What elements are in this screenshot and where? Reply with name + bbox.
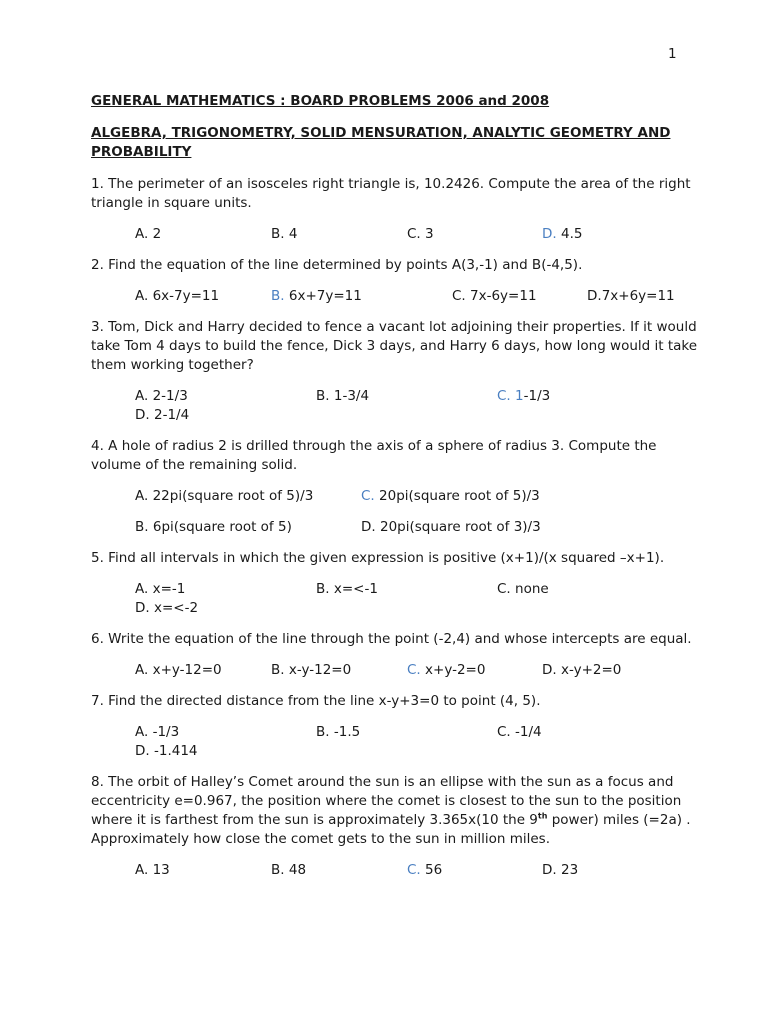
option-c-answer: C. 1-1/3 <box>497 388 551 404</box>
option-a: A. 13 <box>135 862 170 878</box>
question-1-text: 1. The perimeter of an isosceles right triangle is, 10.2426. Compute the area of the right triangle in square units. <box>91 176 691 211</box>
question-4-options-row-1 <box>91 487 701 506</box>
question-8-text: 8. The orbit of Halley’s Comet around the sun is an ellipse with the sun as a focus and eccentricity e=0.967, the position where the comet is closest to the sun to the position where it is farthest from the sun is approximately 3.365x(10 the 9th power) miles (=2a) . Approximately how close the comet gets to the sun in million miles. <box>91 774 691 847</box>
option-c-answer: C. 20pi(square root of 5)/3 <box>361 488 540 504</box>
question-5-options <box>91 580 701 618</box>
option-d-answer: D. 4.5 <box>542 226 583 242</box>
document-subtitle: ALGEBRA, TRIGONOMETRY, SOLID MENSURATION, ANALYTIC GEOMETRY AND PROBABILITY <box>91 125 671 160</box>
option-b-answer: B. 6x+7y=11 <box>271 288 362 304</box>
option-a: A. 6x-7y=11 <box>135 288 220 304</box>
document-body <box>91 92 701 892</box>
option-c-answer: C. 56 <box>407 862 443 878</box>
option-c: C. 7x-6y=11 <box>452 288 537 304</box>
question-3-text: 3. Tom, Dick and Harry decided to fence a vacant lot adjoining their properties. If it would take Tom 4 days to build the fence, Dick 3 days, and Harry 6 days, how long would it take them working together? <box>91 319 698 373</box>
option-a: A. -1/3 <box>135 724 180 740</box>
option-d: D. x=<-2 <box>135 600 199 616</box>
question-4-options-row-2 <box>91 518 701 537</box>
option-b: B. -1.5 <box>316 724 361 740</box>
superscript: th <box>537 811 548 821</box>
option-a: A. 2-1/3 <box>135 388 188 404</box>
option-b: B. x=<-1 <box>316 581 378 597</box>
option-d: D. x-y+2=0 <box>542 662 622 678</box>
option-d: D.7x+6y=11 <box>587 288 675 304</box>
question-5-text: 5. Find all intervals in which the given expression is positive (x+1)/(x squared –x+1). <box>91 550 665 566</box>
option-d: D. 2-1/4 <box>135 407 190 423</box>
option-a: A. x+y-12=0 <box>135 662 222 678</box>
question-6-text: 6. Write the equation of the line through the point (-2,4) and whose intercepts are equal. <box>91 631 692 647</box>
option-d: D. 20pi(square root of 3)/3 <box>361 519 541 535</box>
option-b: B. 6pi(square root of 5) <box>135 519 292 535</box>
question-7-text: 7. Find the directed distance from the line x-y+3=0 to point (4, 5). <box>91 693 541 709</box>
option-c-answer: C. x+y-2=0 <box>407 662 486 678</box>
option-c: C. -1/4 <box>497 724 542 740</box>
option-d: D. -1.414 <box>135 743 198 759</box>
question-4-text: 4. A hole of radius 2 is drilled through the axis of a sphere of radius 3. Compute the volume of the remaining solid. <box>91 438 657 473</box>
question-6-options <box>91 661 701 680</box>
option-b: B. 48 <box>271 862 307 878</box>
option-b: B. 4 <box>271 226 298 242</box>
option-a: A. 2 <box>135 226 162 242</box>
option-b: B. x-y-12=0 <box>271 662 352 678</box>
option-a: A. x=-1 <box>135 581 186 597</box>
question-2-text: 2. Find the equation of the line determined by points A(3,-1) and B(-4,5). <box>91 257 583 273</box>
question-2-options <box>91 287 701 306</box>
question-7-options <box>91 723 701 761</box>
question-3-options <box>91 387 701 425</box>
page-number: 1 <box>668 46 677 62</box>
option-c: C. none <box>497 581 549 597</box>
option-d: D. 23 <box>542 862 579 878</box>
option-c: C. 3 <box>407 226 434 242</box>
question-1-options <box>91 225 701 244</box>
option-a: A. 22pi(square root of 5)/3 <box>135 488 314 504</box>
question-8-options <box>91 861 701 880</box>
document-title: GENERAL MATHEMATICS : BOARD PROBLEMS 2006 and 2008 <box>91 93 550 109</box>
option-b: B. 1-3/4 <box>316 388 370 404</box>
